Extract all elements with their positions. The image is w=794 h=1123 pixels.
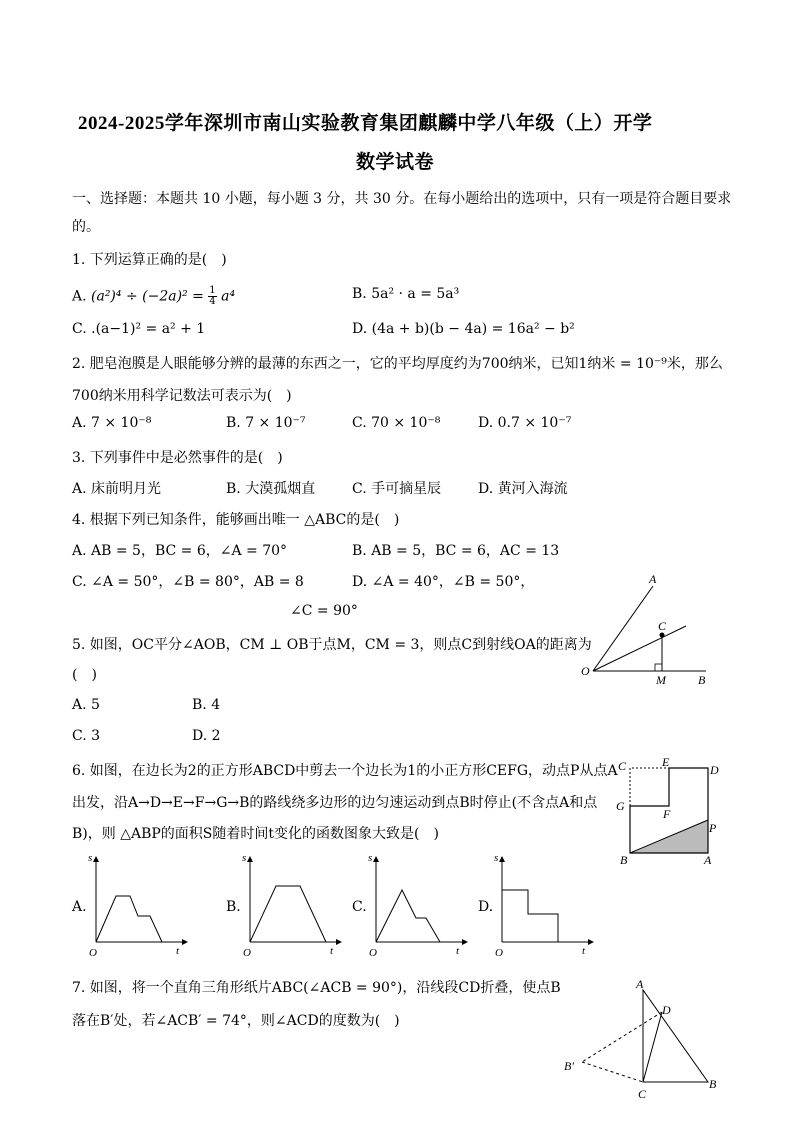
label-o: O bbox=[581, 664, 590, 678]
t-label: t bbox=[330, 945, 334, 957]
q4-option-d: D. ∠A = 40°，∠B = 50°， bbox=[352, 574, 535, 590]
s-axis-arrow bbox=[247, 856, 253, 862]
q6-option-b: B. bbox=[226, 899, 241, 915]
origin-label: O bbox=[89, 947, 97, 959]
label-c: C bbox=[658, 619, 667, 633]
q4-option-b: B. AB = 5，BC = 6，AC = 13 bbox=[352, 543, 560, 559]
label-a: A bbox=[649, 572, 657, 586]
q2-option-c: C. 70 × 10⁻⁸ bbox=[352, 415, 441, 431]
q1-option-b: B. 5a² · a = 5a³ bbox=[352, 286, 460, 302]
cut-corner-dashed bbox=[630, 768, 669, 806]
label-a: A bbox=[704, 853, 712, 867]
q1-option-c: C. .(a−1)² = a² + 1 bbox=[72, 321, 206, 337]
q7-stem: 7. 如图，将一个直角三角形纸片ABC(∠ACB = 90°)，沿线段CD折叠，使点B bbox=[72, 980, 561, 996]
q6-option-a: A. bbox=[72, 899, 87, 915]
q6-graph-c bbox=[366, 850, 470, 960]
label-e: E bbox=[662, 756, 670, 769]
label-c: C bbox=[618, 759, 627, 773]
ray-oc bbox=[593, 626, 686, 671]
label-b-prime: B′ bbox=[564, 1059, 574, 1073]
q1-option-a-expr2: a⁴ bbox=[221, 288, 236, 305]
q6-stem-cont1: 出发，沿A→D→E→F→G→B的路线绕多边形的边匀速运动到点B时停止(不含点A和点 bbox=[72, 795, 598, 811]
q3-stem: 3. 下列事件中是必然事件的是( ) bbox=[72, 450, 283, 466]
s-label: s bbox=[494, 852, 499, 864]
s-label: s bbox=[368, 852, 373, 864]
t-axis-arrow bbox=[182, 939, 188, 945]
q4-stem: 4. 根据下列已知条件，能够画出唯一 △ABC的是( ) bbox=[72, 512, 400, 528]
q6-graph-a bbox=[86, 850, 190, 960]
t-label: t bbox=[456, 945, 460, 957]
q5-angle-figure bbox=[578, 568, 718, 688]
q6-stem-cont2: B)，则 △ABP的面积S随着时间t变化的函数图象大致是( ) bbox=[72, 826, 439, 842]
q6-option-c: C. bbox=[352, 899, 367, 915]
t-label: t bbox=[176, 945, 180, 957]
graph-d-curve bbox=[502, 890, 558, 942]
q1-option-a-label: A. bbox=[72, 288, 87, 305]
label-d: D bbox=[662, 1003, 671, 1017]
label-p: P bbox=[709, 821, 717, 835]
q1-option-a bbox=[72, 286, 235, 307]
q1-stem: 1. 下列运算正确的是( ) bbox=[72, 252, 227, 268]
t-axis-arrow bbox=[462, 939, 468, 945]
s-label: s bbox=[242, 852, 247, 864]
label-g: G bbox=[616, 799, 625, 813]
q6-graph-b bbox=[240, 850, 344, 960]
q6-graph-d bbox=[492, 850, 596, 960]
label-c: C bbox=[638, 1087, 647, 1101]
t-axis-arrow bbox=[588, 939, 594, 945]
s-axis-arrow bbox=[373, 856, 379, 862]
q3-option-c: C. 手可摘星辰 bbox=[352, 481, 442, 497]
right-angle-mark bbox=[655, 664, 662, 671]
q2-stem: 2. 肥皂泡膜是人眼能够分辨的最薄的东西之一，它的平均厚度约为700纳米，已知1纳米 = 10⁻⁹米，那么 bbox=[72, 356, 723, 372]
q2-stem-cont: 700纳米用科学记数法可表示为( ) bbox=[72, 388, 292, 404]
q1-option-d: D. (4a + b)(b − 4a) = 16a² − b² bbox=[352, 321, 575, 337]
graph-b-curve bbox=[250, 886, 326, 942]
ray-oa bbox=[593, 586, 653, 671]
q2-option-b: B. 7 × 10⁻⁷ bbox=[226, 415, 306, 431]
t-axis-arrow bbox=[336, 939, 342, 945]
segment-b-prime-c bbox=[582, 1062, 643, 1082]
origin-label: O bbox=[495, 947, 503, 959]
t-label: t bbox=[582, 945, 586, 957]
page-title-line2: 数学试卷 bbox=[356, 152, 435, 173]
q6-option-d: D. bbox=[478, 899, 494, 915]
label-a: A bbox=[636, 977, 644, 991]
q2-option-a: A. 7 × 10⁻⁸ bbox=[72, 415, 152, 431]
q5-stem-cont: ( ) bbox=[72, 667, 97, 683]
q5-option-b: B. 4 bbox=[192, 697, 221, 713]
label-b: B bbox=[620, 853, 628, 867]
q5-option-c: C. 3 bbox=[72, 728, 101, 744]
section-instructions-cont: 的。 bbox=[72, 219, 100, 235]
q5-stem: 5. 如图，OC平分∠AOB，CM ⊥ OB于点M，CM = 3，则点C到射线OA的距离为 bbox=[72, 637, 592, 653]
origin-label: O bbox=[369, 947, 377, 959]
q5-option-d: D. 2 bbox=[192, 728, 221, 744]
q1-option-a-fraction bbox=[208, 286, 216, 307]
q6-square-figure bbox=[612, 756, 726, 868]
s-axis-arrow bbox=[93, 856, 99, 862]
q2-option-d: D. 0.7 × 10⁻⁷ bbox=[478, 415, 572, 431]
triangle-abc bbox=[643, 990, 708, 1082]
origin-label: O bbox=[243, 947, 251, 959]
q6-stem: 6. 如图，在边长为2的正方形ABCD中剪去一个边长为1的小正方形CEFG，动点P从点A bbox=[72, 763, 618, 779]
q7-stem-cont: 落在B′处，若∠ACB′ = 74°，则∠ACD的度数为( ) bbox=[72, 1013, 400, 1029]
page-title-line1: 2024-2025学年深圳市南山实验教育集团麒麟中学八年级（上）开学 bbox=[78, 113, 653, 134]
section-instructions: 一、选择题：本题共 10 小题，每小题 3 分，共 30 分。在每小题给出的选项中，只有一项是符合题目要求 bbox=[72, 191, 732, 207]
q1-option-a-expr: (a²)⁴ ÷ (−2a)² = bbox=[91, 288, 204, 305]
graph-c-curve bbox=[376, 890, 440, 942]
label-b: B bbox=[709, 1077, 717, 1091]
q5-option-a: A. 5 bbox=[72, 697, 100, 713]
q1-frac-den: 4 bbox=[209, 296, 216, 307]
q3-option-d: D. 黄河入海流 bbox=[478, 481, 568, 497]
q7-fold-figure bbox=[558, 976, 728, 1102]
label-d: D bbox=[710, 763, 719, 777]
q4-option-d-cont: ∠C = 90° bbox=[290, 603, 358, 619]
q4-option-a: A. AB = 5，BC = 6，∠A = 70° bbox=[72, 543, 288, 559]
label-b: B bbox=[698, 673, 706, 687]
graph-a-curve bbox=[96, 896, 162, 942]
q1-frac-num: 1 bbox=[209, 285, 216, 296]
q3-option-a: A. 床前明月光 bbox=[72, 481, 162, 497]
q3-option-b: B. 大漠孤烟直 bbox=[226, 481, 316, 497]
q4-option-c: C. ∠A = 50°，∠B = 80°，AB = 8 bbox=[72, 574, 304, 590]
label-f: F bbox=[663, 807, 671, 821]
point-c bbox=[660, 633, 665, 638]
s-label: s bbox=[88, 852, 93, 864]
label-m: M bbox=[656, 673, 666, 687]
s-axis-arrow bbox=[499, 856, 505, 862]
